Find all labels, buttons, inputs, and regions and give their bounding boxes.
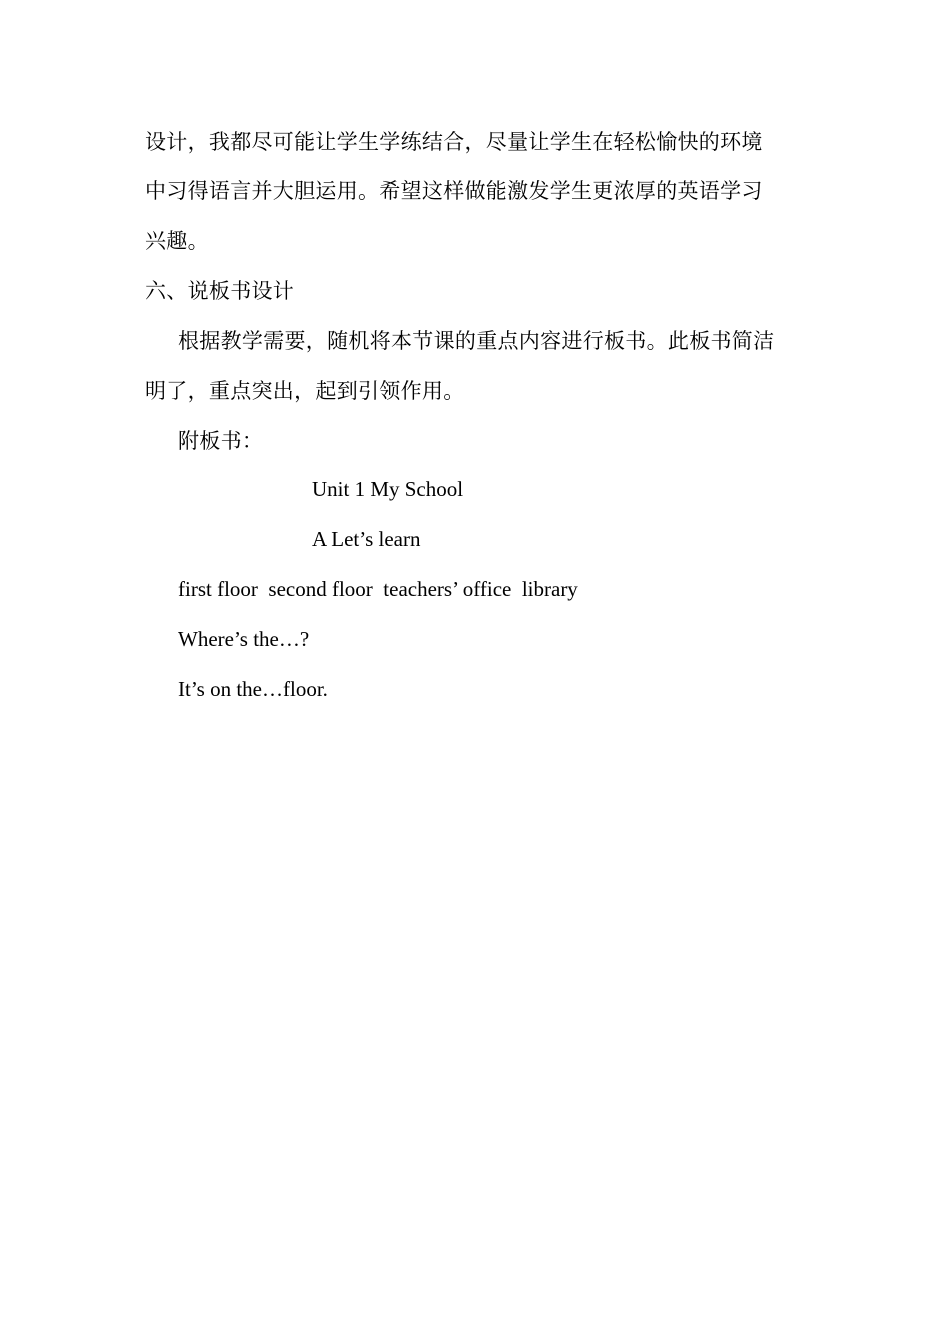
- paragraph-1-line-3: 兴趣。: [145, 229, 209, 253]
- section-heading: 六、说板书设计: [145, 279, 295, 303]
- board-vocabulary: first floor second floor teachers’ office library: [178, 577, 578, 601]
- board-subtitle: A Let’s learn: [312, 527, 421, 551]
- paragraph-2-line-2: 明了，重点突出，起到引领作用。: [145, 379, 465, 403]
- board-question: Where’s the…?: [178, 627, 310, 651]
- board-intro: 附板书：: [178, 429, 264, 453]
- board-answer: It’s on the…floor.: [178, 677, 328, 701]
- paragraph-2-line-1: 根据教学需要，随机将本节课的重点内容进行板书。此板书简洁: [178, 329, 775, 353]
- board-title: Unit 1 My School: [312, 477, 464, 501]
- paragraph-1-line-1: 设计，我都尽可能让学生学练结合，尽量让学生在轻松愉快的环境: [145, 130, 763, 154]
- paragraph-1-line-2: 中习得语言并大胆运用。希望这样做能激发学生更浓厚的英语学习: [145, 179, 763, 203]
